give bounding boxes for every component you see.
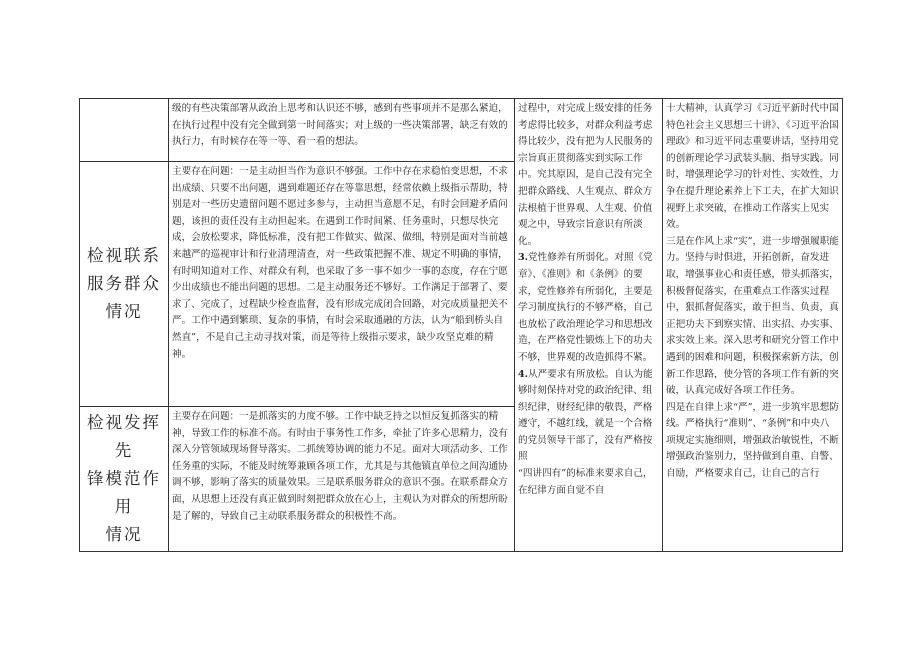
row2-issues-cell [169, 162, 515, 407]
label-line-3: 情况 [105, 525, 143, 544]
cause-4-number: 4. [518, 368, 529, 380]
cause-paragraph-4 [518, 367, 659, 467]
label-line-2: 服务群众 [87, 274, 161, 293]
row2-issues-text: 主要存在问题：一是主动担当作为意识不够强。工作中存在求稳怕变思想，不求出成绩、只要不出问题，遇到难题还存在等靠思想，经常依赖上级指示帮助，特别是对一些历史遗留问题不愿过多参与，主动担当意愿不足，有时会回避矛盾问题，该担的责任没有主动担起来。在遇到工作时间紧、任务重时，只想尽快完成，会放松要求，降低标准，没有把工作做实、做深、做细，特别是面对当前越来越严的巡视审计和行业清理清查，对一些政策把握不准、规定不明确的事情，有时明知道对工作、对群众有利，也采取了多一事不如少一事的态度，存在宁愿少出成绩也不能出问题的思想。二是主动服务还不够好。工作满足于部署了、要求了、完成了，过程缺少检查监督，没有形成完成闭合回路，对完成质量把关不严。工作中遇到繁琐、复杂的事情，有时会采取通融的方法，认为“船到桥头自然直”，不是自己主动寻找对策，而是等待上级指示要求，缺少攻坚克难的精神。 [172, 166, 508, 360]
measures-cell [663, 99, 843, 552]
row1-issues-cell [169, 99, 515, 162]
measure-paragraph-1: 十大精神，认真学习《习近平新时代中国特色社会主义思想三十讲》、《习近平治国理政》和习近平同志重要讲话，坚持用党的创新理论学习武装头脑、指导实践。同时，增强理论学习的针对性、实效性，力争在提升理论素养上下工夫，在扩大知识视野上求突破，在推动工作落实上见实效。 [666, 103, 839, 231]
row1-issues-text: 级的有些决策部署从政治上思考和认识还不够，感到有些事项并不是那么紧迫，在执行过程中没有完全做到第一时间落实；对上级的一些决策部署，缺乏有效的执行力，有时候存在等一等、看一看的想法。 [172, 103, 508, 148]
row-label-vanguard-role [80, 407, 169, 552]
review-table [79, 98, 843, 552]
label-line-2: 锋模范作用 [87, 469, 161, 516]
cause-paragraph-4b: “四讲四有”的标准来要求自己，在纪律方面自觉不自 [518, 468, 653, 496]
measure-paragraph-3: 三是在作风上求“实”，进一步增强履职能力。坚持与时俱进，开拓创新，奋发进取，增强事业心和责任感，带头抓落实，积极督促落实，在重难点工作落实过程中，狠抓督促落实，敢于担当、负责，真正把功夫下到察实情、出实招、办实事、求实效上来。深入思考和研究分管工作中遇到的困难和问题，积极探索新方法，创新工作思路，使分管的各项工作有新的突破，认真完成好各项工作任务。 [666, 235, 839, 397]
row-label-contact-masses [80, 162, 169, 407]
cause-4-text: 从严要求有所放松。自认为能够时刻保持对党的政治纪律、组织纪律，财经纪律的敬畏，严格遵守，不越红线，就是一个合格的党员领导干部了，没有严格按照 [518, 368, 653, 463]
label-line-1: 检视发挥先 [87, 413, 161, 460]
cause-paragraph-1: 过程中，对完成上级安排的任务考虑得比较多，对群众利益考虑得比较少，没有把为人民服务的宗旨真正贯彻落实到实际工作中。究其原因，是自己没有完全把群众路线、人生观点、群众方法根植于世界观、人生观、价值观之中，导致宗旨意识有所淡化。 [518, 103, 653, 247]
label-line-3: 情况 [105, 302, 143, 321]
table-row [80, 99, 843, 162]
measure-paragraph-4: 四是在自律上求“严”，进一步筑牢思想防线。严格执行“准则”、“条例”和中央八项规定实施细则，增强政治敏锐性，不断增强政治鉴别力，坚持做到自重、自警、自励，严格要求自己，让自己的言行 [666, 401, 839, 480]
row-label-empty [80, 99, 169, 162]
row3-issues-cell [169, 407, 515, 552]
row3-issues-text: 主要存在问题：一是抓落实的力度不够。工作中缺乏持之以恒反复抓落实的精神，导致工作的标准不高。有时由于事务性工作多，牵扯了许多心思精力，没有深入分管领域现场督导落实。二抓统筹协调的能力不足。面对大项活动多、工作任务重的实际，不能及时统筹兼顾各项工作，尤其是与其他镇直单位之间沟通协调不够，影响了落实的质量效果。三是联系服务群众的意识不强。在联系群众方面，从思想上还没有真正做到时刻把群众放在心上，主观认为对群众的所想所盼是了解的，导致自己主动联系服务群众的积极性不高。 [172, 411, 508, 522]
cause-3-number: 3. [518, 252, 529, 264]
label-line-1: 检视联系 [87, 246, 161, 265]
cause-3-text: 党性修养有所弱化。对照《党章》、《准则》和《条例》的要求，党性修养有所弱化，主要是学习制度执行的不够严格，自己也放松了政治理论学习和思想改造，在严格党性锻炼上下的功夫不够，世界观的改造抓得不紧。 [518, 252, 653, 363]
cause-paragraph-3 [518, 250, 659, 366]
cause-analysis-cell [515, 99, 663, 552]
